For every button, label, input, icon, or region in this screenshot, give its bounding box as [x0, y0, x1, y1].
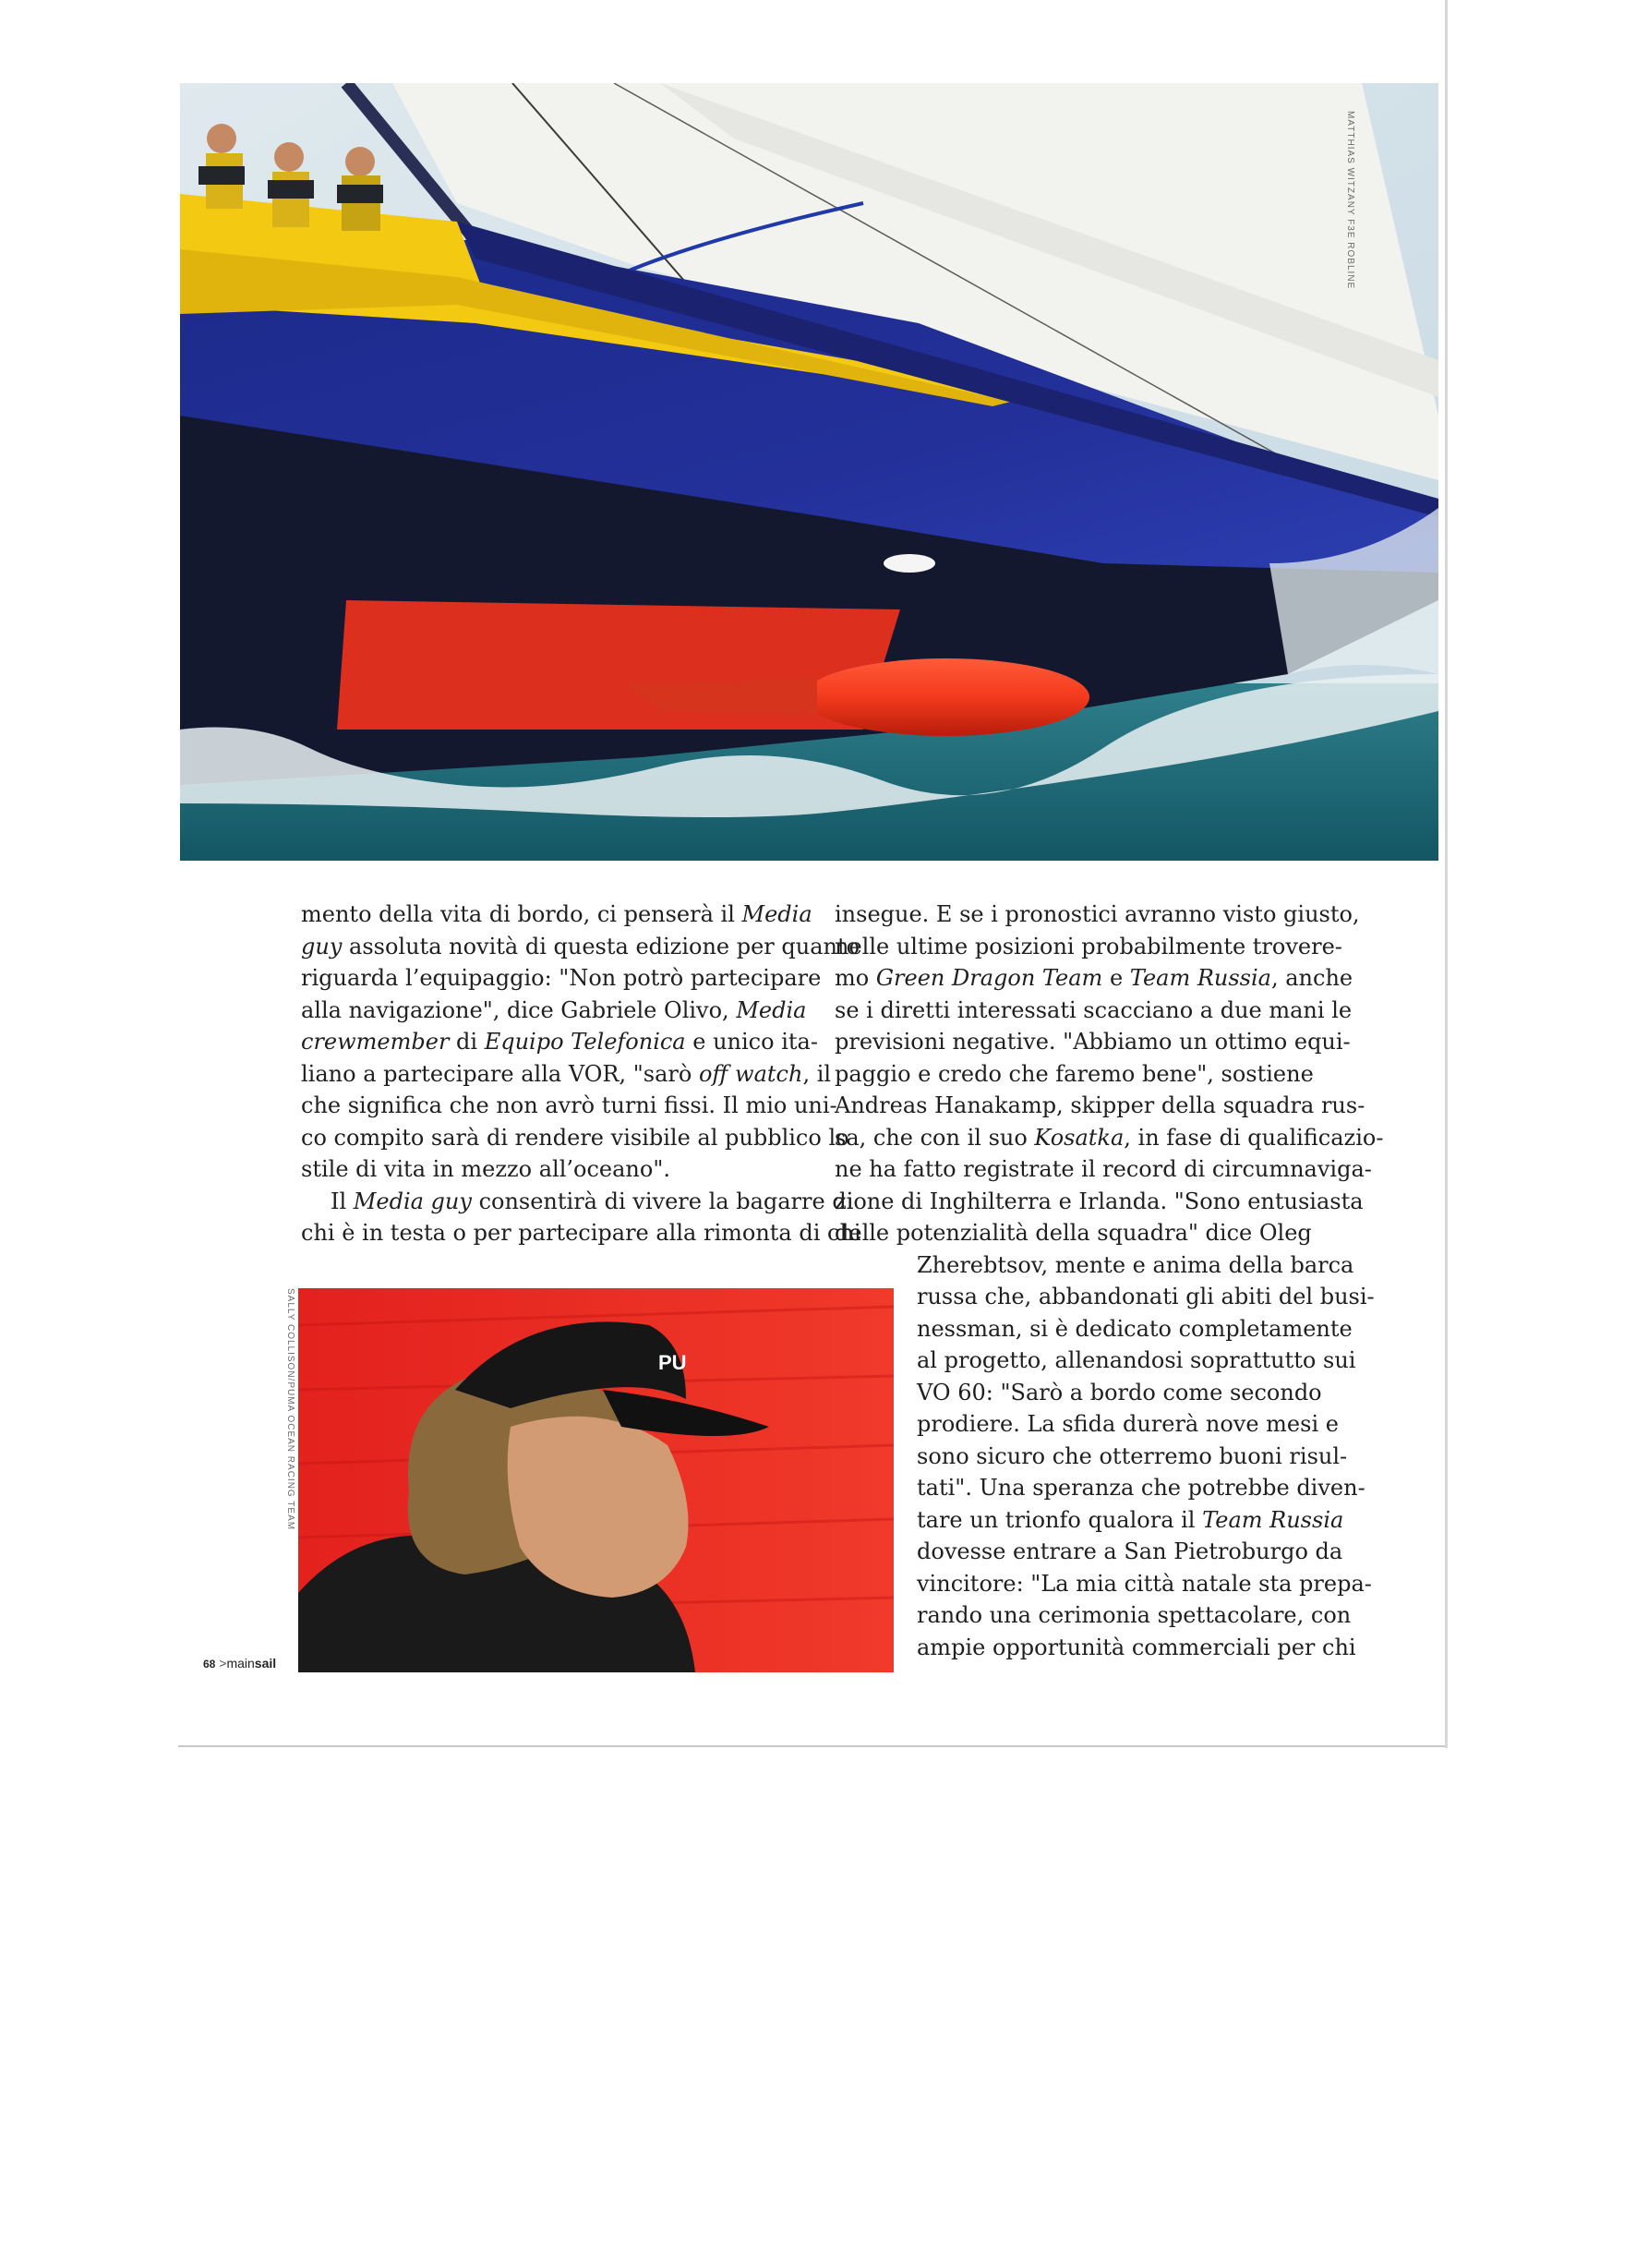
- text-run: co compito sarà di rendere visibile al pubblico lo: [301, 1124, 849, 1151]
- text-line: [301, 899, 861, 931]
- text-line: [835, 1504, 1383, 1537]
- text-run: mento della vita di bordo, ci penserà il: [301, 901, 742, 927]
- italic-run: Team Russia: [1129, 965, 1271, 991]
- text-line: [835, 1345, 1383, 1377]
- italic-run: Green Dragon Team: [875, 965, 1103, 991]
- text-run: riguarda l’equipaggio: "Non potrò partecipare: [301, 965, 822, 991]
- italic-run: off watch: [698, 1060, 803, 1087]
- text-run: russa che, abbandonati gli abiti del busi-: [917, 1284, 1375, 1309]
- text-line: [301, 1058, 861, 1091]
- text-line: [835, 1281, 1383, 1313]
- text-line: [835, 1408, 1383, 1441]
- text-line: [835, 962, 1383, 995]
- publication-name-main: main: [226, 1656, 255, 1671]
- text-run: tati". Una speranza che potrebbe diven-: [917, 1475, 1365, 1501]
- text-run: insegue. E se i pronostici avranno visto giusto,: [835, 901, 1360, 927]
- text-run: , in fase di qualificazio-: [1124, 1124, 1384, 1151]
- text-line: [835, 1249, 1383, 1282]
- text-run: previsioni negative. "Abbiamo un ottimo equi-: [835, 1029, 1351, 1055]
- text-run: e unico ita-: [685, 1029, 818, 1055]
- text-line: [835, 1026, 1383, 1058]
- text-line: [835, 1599, 1383, 1632]
- portrait-photo-crewmember: [298, 1288, 894, 1672]
- text-run: e: [1102, 965, 1130, 991]
- text-line: [301, 962, 861, 995]
- text-line: [301, 1090, 861, 1122]
- page-bottom-rule: [178, 1745, 1445, 1747]
- text-line: [301, 1122, 861, 1154]
- text-line: [835, 1441, 1383, 1473]
- hero-photo-sailboat: [180, 83, 1438, 861]
- italic-run: Kosatka: [1034, 1124, 1125, 1151]
- italic-run: Media: [741, 901, 812, 927]
- article-right-column: [835, 899, 1383, 1663]
- italic-run: Media guy: [353, 1188, 472, 1214]
- text-run: nessman, si è dedicato completamente: [917, 1315, 1353, 1342]
- text-line: [835, 1217, 1383, 1249]
- text-run: se i diretti interessati scacciano a due mani le: [835, 996, 1353, 1023]
- text-run: sono sicuro che otterremo buoni risul-: [917, 1442, 1348, 1469]
- svg-text:PU: PU: [658, 1351, 687, 1374]
- text-line: [835, 899, 1383, 931]
- text-run: liano a partecipare alla VOR, "sarò: [301, 1060, 699, 1087]
- text-line: [835, 1568, 1383, 1600]
- folio-separator: >: [219, 1656, 227, 1671]
- text-run: tare un trionfo qualora il: [917, 1506, 1203, 1533]
- hero-photo-credit: MATTHIAS WITZANY F3E ROBLINE: [1345, 111, 1355, 290]
- text-line: [835, 931, 1383, 963]
- article-left-column: [301, 899, 861, 1249]
- text-run: nelle ultime posizioni probabilmente trovere-: [835, 933, 1342, 959]
- text-run: che significa che non avrò turni fissi. Il mio uni-: [301, 1092, 837, 1118]
- text-run: Andreas Hanakamp, skipper della squadra rus-: [835, 1092, 1365, 1118]
- text-line: [835, 1122, 1383, 1154]
- text-line: [835, 1536, 1383, 1568]
- italic-run: crewmember: [301, 1029, 450, 1055]
- text-run: stile di vita in mezzo all’oceano".: [301, 1156, 670, 1182]
- italic-run: Equipo Telefonica: [484, 1029, 686, 1055]
- text-run: consentirà di vivere la bagarre di: [471, 1188, 854, 1214]
- text-run: Il: [331, 1188, 354, 1214]
- text-line: [835, 1186, 1383, 1218]
- text-line: [835, 1153, 1383, 1186]
- text-line: [301, 1186, 861, 1218]
- text-run: Zherebtsov, mente e anima della barca: [917, 1251, 1354, 1278]
- text-line: [301, 1217, 861, 1249]
- text-run: rando una cerimonia spettacolare, con: [917, 1602, 1352, 1628]
- text-run: mo: [835, 965, 876, 991]
- publication-name-sail: sail: [254, 1656, 277, 1671]
- text-run: alla navigazione", dice Gabriele Olivo,: [301, 996, 737, 1023]
- text-run: delle potenzialità della squadra" dice Oleg: [835, 1220, 1312, 1246]
- page-number: 68: [203, 1658, 216, 1671]
- text-line: [835, 1377, 1383, 1409]
- text-run: di: [449, 1029, 485, 1055]
- text-run: prodiere. La sfida durerà nove mesi e: [917, 1411, 1339, 1437]
- italic-run: guy: [301, 933, 343, 959]
- text-line: [835, 1090, 1383, 1122]
- text-line: [835, 1313, 1383, 1345]
- text-run: dovesse entrare a San Pietroburgo da: [917, 1538, 1343, 1564]
- text-line: [835, 995, 1383, 1027]
- text-run: VO 60: "Sarò a bordo come secondo: [917, 1379, 1322, 1405]
- text-line: [301, 931, 861, 963]
- text-line: [835, 1058, 1383, 1091]
- text-run: vincitore: "La mia città natale sta prepa-: [917, 1570, 1372, 1597]
- text-run: al progetto, allenandosi soprattutto sui: [917, 1347, 1356, 1373]
- text-run: chi è in testa o per partecipare alla rimonta di chi: [301, 1220, 861, 1246]
- page-folio: [203, 1656, 276, 1671]
- italic-run: Media: [736, 996, 807, 1023]
- italic-run: Team Russia: [1202, 1506, 1344, 1533]
- text-run: ne ha fatto registrate il record di circumnaviga-: [835, 1156, 1372, 1182]
- text-run: assoluta novità di questa edizione per quanto: [342, 933, 860, 959]
- text-run: zione di Inghilterra e Irlanda. "Sono entusiasta: [835, 1188, 1364, 1214]
- portrait-photo-credit: SALLY COLLISON/PUMA OCEAN RACING TEAM: [285, 1288, 295, 1531]
- text-line: [835, 1472, 1383, 1504]
- text-run: , il: [802, 1060, 832, 1087]
- text-run: , anche: [1270, 965, 1353, 991]
- text-line: [301, 995, 861, 1027]
- text-line: [301, 1153, 861, 1186]
- text-line: [835, 1632, 1383, 1664]
- text-run: ampie opportunità commerciali per chi: [917, 1634, 1356, 1660]
- text-run: sa, che con il suo: [835, 1124, 1035, 1151]
- text-line: [301, 1026, 861, 1058]
- text-run: paggio e credo che faremo bene", sostiene: [835, 1060, 1314, 1087]
